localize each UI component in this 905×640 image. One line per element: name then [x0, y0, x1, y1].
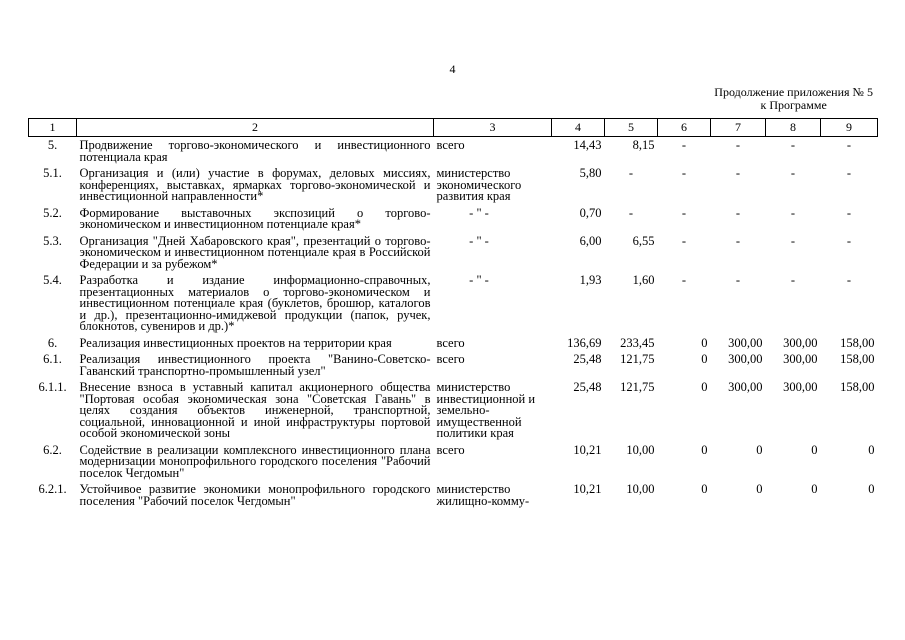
value-col-5: -: [628, 166, 634, 180]
value-col-4: 6,00: [579, 233, 602, 248]
value-col-8: -: [790, 233, 796, 248]
value-col-7: 300,00: [728, 335, 763, 350]
page-number: 4: [449, 62, 456, 76]
executor: всего: [436, 352, 465, 366]
value-col-7: 0: [756, 482, 763, 496]
row-number: 5.1.: [43, 166, 62, 180]
appendix-continuation-note: [714, 86, 873, 112]
column-header-8: 8: [766, 119, 821, 137]
value-col-4: 1,93: [579, 273, 602, 287]
row-number: 6.2.: [43, 442, 62, 457]
value-col-4: 10,21: [573, 442, 602, 457]
executor: - " -: [469, 233, 489, 248]
column-header-3: 3: [434, 119, 552, 137]
value-col-6: 0: [701, 442, 708, 457]
measure-name: Организация и (или) участие в форумах, деловых миссиях, конференциях, выставках, ярмарках торгово-экономической и инвестиционной направленности*: [79, 166, 431, 203]
value-col-4: 25,48: [573, 352, 602, 366]
executor: всего: [436, 138, 465, 152]
value-col-5: 8,15: [632, 138, 655, 152]
value-col-8: -: [790, 138, 796, 152]
table-row: [29, 205, 878, 233]
table-row: [29, 481, 878, 509]
value-col-6: -: [681, 205, 687, 220]
table-row: [29, 335, 878, 352]
row-number: 6.: [47, 335, 58, 350]
measure-name: Устойчивое развитие экономики монопрофильного городского поселения "Рабочий поселок Чегдомын": [79, 482, 431, 508]
value-col-5: 10,00: [626, 482, 655, 496]
table-row: [29, 272, 878, 335]
value-col-9: -: [846, 233, 852, 248]
value-col-6: -: [681, 138, 687, 152]
value-col-5: 121,75: [620, 352, 655, 366]
row-number: 5.4.: [43, 273, 62, 287]
value-col-5: -: [628, 205, 634, 220]
column-header-9: 9: [821, 119, 878, 137]
value-col-6: 0: [701, 380, 708, 394]
measure-name: Внесение взноса в уставный капитал акционерного общества "Портовая особая экономическая зона "Советская Гавань" в целях создания объектов инженерной, транспортной, социальной, инновационной и иной инфраструктуры портовой особой экономической зоны: [79, 380, 431, 440]
measure-name: Реализация инвестиционного проекта "Ванино-Советско-Гаванский транспортно-промышленный узел": [79, 352, 431, 378]
value-col-5: 6,55: [632, 233, 655, 248]
column-header-6: 6: [658, 119, 711, 137]
table-row: [29, 442, 878, 482]
value-col-8: 300,00: [783, 352, 818, 366]
value-col-7: 300,00: [728, 352, 763, 366]
value-col-4: 5,80: [579, 166, 602, 180]
value-col-7: -: [735, 233, 741, 248]
measure-name: Реализация инвестиционных проектов на территории края: [79, 335, 392, 350]
executor: министерство жилищно-комму-: [436, 482, 530, 508]
executor: всего: [436, 335, 465, 350]
value-col-8: -: [790, 166, 796, 180]
value-col-6: 0: [701, 482, 708, 496]
value-col-8: 300,00: [783, 335, 818, 350]
measure-name: Формирование выставочных экспозиций о торгово-экономическом и инвестиционном потенциале края*: [79, 205, 431, 231]
value-col-7: -: [735, 166, 741, 180]
executor: - " -: [469, 205, 489, 220]
value-col-4: 136,69: [567, 335, 602, 350]
column-header-2: 2: [77, 119, 434, 137]
executor: министерство инвестиционной и земельно-имущественной политики края: [436, 380, 536, 440]
row-number: 6.2.1.: [38, 482, 67, 496]
measure-name: Продвижение торгово-экономического и инвестиционного потенциала края: [79, 138, 431, 164]
value-col-4: 14,43: [573, 138, 602, 152]
value-col-8: -: [790, 205, 796, 220]
value-col-9: -: [846, 205, 852, 220]
value-col-9: -: [846, 273, 852, 287]
table-row: [29, 351, 878, 379]
value-col-4: 10,21: [573, 482, 602, 496]
value-col-4: 25,48: [573, 380, 602, 394]
value-col-9: 0: [868, 442, 875, 457]
row-number: 6.1.: [43, 352, 62, 366]
value-col-6: 0: [701, 352, 708, 366]
column-header-4: 4: [552, 119, 605, 137]
measure-name: Организация "Дней Хабаровского края", презентаций о торгово-экономическом и инвестиционном потенциале края в Российской Федерации и за рубежом*: [79, 233, 431, 271]
table-row: [29, 137, 878, 166]
column-header-1: 1: [29, 119, 77, 137]
value-col-9: 0: [868, 482, 875, 496]
value-col-7: 0: [756, 442, 763, 457]
value-col-9: 158,00: [840, 380, 875, 394]
value-col-6: 0: [701, 335, 708, 350]
executor: министерство экономического развития края: [436, 166, 522, 203]
row-number: 5.: [47, 138, 58, 152]
value-col-6: -: [681, 273, 687, 287]
value-col-4: 0,70: [579, 205, 602, 220]
value-col-9: -: [846, 166, 852, 180]
value-col-6: -: [681, 233, 687, 248]
row-number: 6.1.1.: [38, 380, 67, 394]
value-col-5: 10,00: [626, 442, 655, 457]
measure-name: Содействие в реализации комплексного инвестиционного плана модернизации монопрофильного городского поселения "Рабочий поселок Чегдомын": [79, 442, 431, 480]
value-col-5: 121,75: [620, 380, 655, 394]
value-col-9: 158,00: [840, 335, 875, 350]
value-col-5: 233,45: [620, 335, 655, 350]
continuation-line-2: к Программе: [760, 98, 827, 112]
row-number: 5.3.: [43, 233, 62, 248]
value-col-7: -: [735, 205, 741, 220]
value-col-7: 300,00: [728, 380, 763, 394]
column-header-7: 7: [711, 119, 766, 137]
column-number-header-row: [29, 119, 878, 137]
measure-name: Разработка и издание информационно-справочных, презентационных материалов о торгово-экономическом и инвестиционном потенциале края (буклетов, брошюр, каталогов и др.), презентационно-имиджевой продукции (папок, ручек, блокнотов, сувениров и др.)*: [79, 273, 431, 333]
program-measures-table: [28, 118, 878, 509]
row-number: 5.2.: [43, 205, 62, 220]
column-header-5: 5: [605, 119, 658, 137]
value-col-8: 0: [811, 442, 818, 457]
value-col-8: -: [790, 273, 796, 287]
value-col-8: 300,00: [783, 380, 818, 394]
executor: всего: [436, 442, 465, 457]
value-col-9: -: [846, 138, 852, 152]
value-col-7: -: [735, 138, 741, 152]
table-row: [29, 165, 878, 205]
value-col-5: 1,60: [632, 273, 655, 287]
table-row: [29, 379, 878, 442]
value-col-9: 158,00: [840, 352, 875, 366]
value-col-8: 0: [811, 482, 818, 496]
executor: - " -: [469, 273, 489, 287]
table-row: [29, 233, 878, 273]
continuation-line-1: Продолжение приложения № 5: [714, 85, 873, 99]
value-col-7: -: [735, 273, 741, 287]
value-col-6: -: [681, 166, 687, 180]
